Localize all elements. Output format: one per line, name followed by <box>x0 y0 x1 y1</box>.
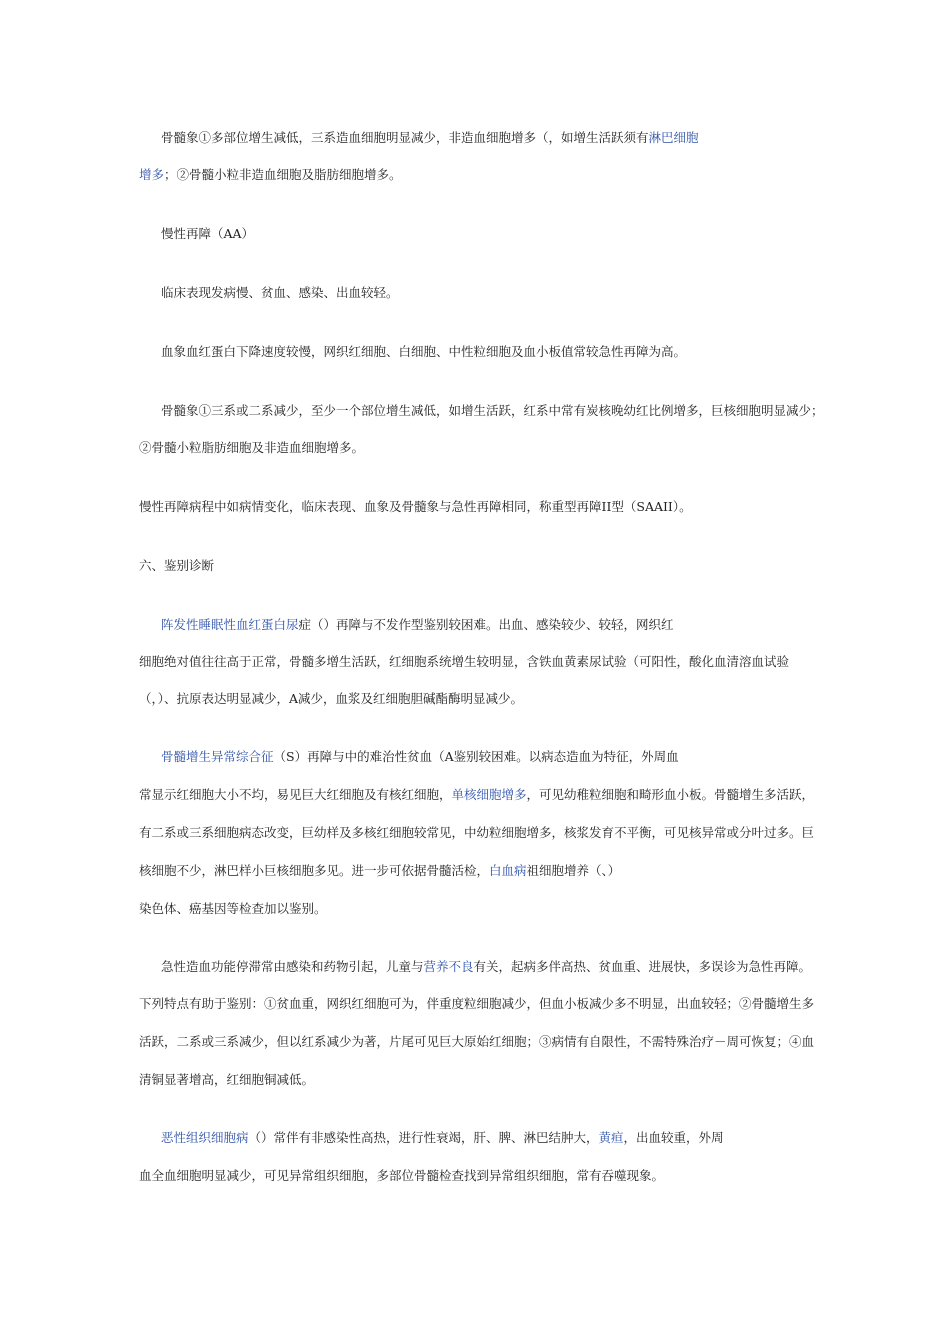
text: ，出血较重，外周 <box>623 1130 724 1145</box>
link-pnh[interactable]: 阵发性睡眠性血红蛋白尿 <box>161 617 299 632</box>
paragraph-marrow-acute-cont <box>139 167 402 183</box>
paragraph-mds-line5: 染色体、癌基因等检查加以鉴别。 <box>139 901 327 916</box>
link-increase[interactable]: 增多 <box>139 167 165 182</box>
text: 急性造血功能停滞常由感染和药物引起，儿童与 <box>161 959 424 974</box>
text: 症（）再障与不发作型鉴别较困难。出血、感染较少、较轻，网织红 <box>298 617 674 632</box>
paragraph-malignant-histiocytosis <box>161 1130 724 1146</box>
link-mds[interactable]: 骨髓增生异常综合征 <box>161 749 274 764</box>
text: 核细胞不少，淋巴样小巨核细胞多见。进一步可依据骨髓活检， <box>139 863 490 878</box>
paragraph-pnh-line2: 细胞绝对值往往高于正常，骨髓多增生活跃，红细胞系统增生较明显，含铁血黄素尿试验（可阳性，酸化血清溶血试验 <box>139 654 790 669</box>
paragraph-blood: 血象血红蛋白下降速度较慢，网织红细胞、白细胞、中性粒细胞及血小板值常较急性再障为高。 <box>161 344 687 359</box>
text: ，可见幼稚粒细胞和畸形血小板。骨髓增生多活跃， <box>526 787 815 802</box>
text: 骨髓象①多部位增生减低，三系造血细胞明显减少，非造血细胞增多（，如增生活跃须有 <box>161 130 649 145</box>
paragraph-mds <box>161 749 679 765</box>
link-lymphocyte[interactable]: 淋巴细胞 <box>648 130 699 145</box>
chronic-aa-heading: 慢性再障（AA） <box>161 226 255 241</box>
paragraph-marrow-chronic-cont: ②骨髓小粒脂肪细胞及非造血细胞增多。 <box>139 440 365 455</box>
paragraph-mds-line3: 有二系或三系细胞病态改变，巨幼样及多核红细胞较常见，中幼粒细胞增多，核浆发育不平衡，可见核异常或分叶过多。巨 <box>139 825 815 840</box>
paragraph-pnh <box>161 617 674 633</box>
section-heading-differential: 六、鉴别诊断 <box>139 558 215 573</box>
link-monocyte[interactable]: 单核细胞增多 <box>451 787 527 802</box>
text: 常显示红细胞大小不均，易见巨大红细胞及有核红细胞， <box>139 787 452 802</box>
paragraph-acute-line3: 活跃，二系或三系减少，但以红系减少为著，片尾可见巨大原始红细胞；③病情有自限性，不需特殊治疗－周可恢复；④血 <box>139 1034 815 1049</box>
text: 祖细胞增养（、） <box>526 863 621 878</box>
paragraph-mds-line2 <box>139 787 814 803</box>
paragraph-acute-line2: 下列特点有助于鉴别：①贫血重，网织红细胞可为，伴重度粒细胞减少，但血小板减少多不明显，出血较轻；②骨髓增生多 <box>139 996 815 1011</box>
link-malnutrition[interactable]: 营养不良 <box>423 959 474 974</box>
paragraph-acute-line4: 清铜显著增高，红细胞铜减低。 <box>139 1072 315 1087</box>
paragraph-saa: 慢性再障病程中如病情变化，临床表现、血象及骨髓象与急性再障相同，称重型再障II型（SAAII）。 <box>139 499 692 514</box>
paragraph-marrow-acute <box>161 130 699 146</box>
paragraph-acute-arrest <box>161 959 811 975</box>
paragraph-pnh-line3: （，）、抗原表达明显减少，A减少，血浆及红细胞胆碱酯酶明显减少。 <box>139 691 524 706</box>
text: （S）再障与中的难治性贫血（A鉴别较困难。以病态造血为特征，外周血 <box>273 749 679 764</box>
link-jaundice[interactable]: 黄疸 <box>598 1130 624 1145</box>
text: ；②骨髓小粒非造血细胞及脂肪细胞增多。 <box>164 167 402 182</box>
link-leukemia[interactable]: 白血病 <box>489 863 527 878</box>
paragraph-mds-line4 <box>139 863 620 879</box>
paragraph-mh-line2: 血全血细胞明显减少，可见异常组织细胞，多部位骨髓检查找到异常组织细胞，常有吞噬现象。 <box>139 1168 665 1183</box>
text: 有关，起病多伴高热、贫血重、进展快，多误诊为急性再障。 <box>473 959 812 974</box>
paragraph-marrow-chronic: 骨髓象①三系或二系减少，至少一个部位增生减低，如增生活跃，红系中常有炭核晚幼红比例增多，巨核细胞明显减少； <box>161 403 824 418</box>
text: （）常伴有非感染性高热，进行性衰竭，肝、脾、淋巴结肿大， <box>248 1130 599 1145</box>
link-malignant-histiocytosis[interactable]: 恶性组织细胞病 <box>161 1130 249 1145</box>
paragraph-clinical: 临床表现发病慢、贫血、感染、出血较轻。 <box>161 285 399 300</box>
